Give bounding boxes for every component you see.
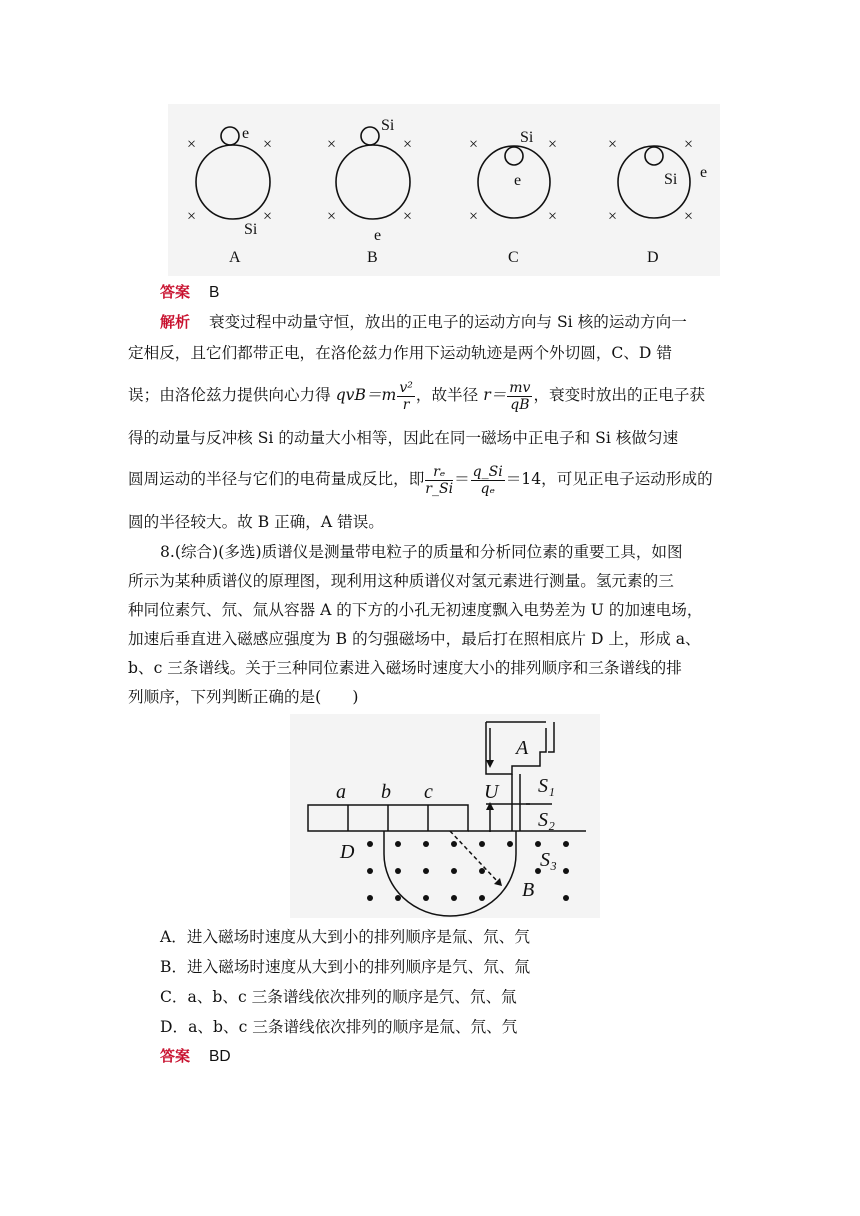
answer-value: BD xyxy=(208,1048,231,1065)
frac-qsi-over-qe xyxy=(471,464,505,497)
track-circle-large xyxy=(196,145,270,219)
panel-label-c: C xyxy=(508,249,519,266)
cross-mark: × xyxy=(548,208,558,225)
question-line-1: 8.(综合)(多选)质谱仪是测量带电粒子的质量和分析同位素的重要工具，如图 xyxy=(160,543,683,561)
analysis-text-3b: ，故半径 xyxy=(415,386,484,404)
label-small-d: Si xyxy=(664,171,678,188)
label-a: a xyxy=(336,781,346,803)
cross-mark: × xyxy=(187,208,197,225)
analysis-text-5b: ＝14，可见正电子运动形成的 xyxy=(505,470,713,488)
arrow-head-up xyxy=(486,802,494,810)
frac-den: r_Si xyxy=(425,480,454,497)
analysis-line-1 xyxy=(160,311,687,333)
answer-line-2 xyxy=(160,1045,231,1068)
label-big-b: e xyxy=(374,227,382,244)
frac-num: q_Si xyxy=(472,463,503,480)
label-big-c: e xyxy=(514,172,522,189)
cross-mark: × xyxy=(684,208,694,225)
label-small-a: e xyxy=(242,125,250,142)
cross-mark: × xyxy=(327,136,337,153)
eq-sign: ＝ xyxy=(454,470,470,488)
panel-label-b: B xyxy=(367,249,378,266)
trajectory xyxy=(384,831,516,916)
option-c: C．a、b、c 三条谱线依次排列的顺序是氕、氘、氚 xyxy=(160,988,517,1006)
question-line-5: b、c 三条谱线。关于三种同位素进入磁场时速度大小的排列顺序和三条谱线的排 xyxy=(128,659,682,677)
analysis-text-3a: 误；由洛伦兹力提供向心力得 xyxy=(128,386,336,404)
analysis-line-5 xyxy=(128,462,713,497)
frac-mv-over-qb xyxy=(507,380,532,413)
cross-mark: × xyxy=(608,208,618,225)
option-a: A．进入磁场时速度从大到小的排列顺序是氚、氘、氕 xyxy=(160,928,530,946)
cross-mark: × xyxy=(327,208,337,225)
eq-radius: r＝ xyxy=(483,386,507,404)
frac-v2-over-r xyxy=(397,380,415,413)
figure-decay-tracks xyxy=(168,104,720,276)
frac-num: v² xyxy=(399,379,413,396)
analysis-line-2: 定相反，且它们都带正电，在洛伦兹力作用下运动轨迹是两个外切圆，C、D 错 xyxy=(128,344,672,362)
question-line-4: 加速后垂直进入磁感应强度为 B 的匀强磁场中，最后打在照相底片 D 上，形成 a、 xyxy=(128,630,701,648)
analysis-text-1: 衰变过程中动量守恒，放出的正电子的运动方向与 Si 核的运动方向一 xyxy=(208,313,687,331)
figure-mass-spectrometer xyxy=(290,714,600,918)
label-container-a: A xyxy=(516,737,529,759)
arrow-head-down xyxy=(486,760,494,768)
analysis-text-3c: ，衰变时放出的正电子获 xyxy=(533,386,705,404)
frac-den: qₑ xyxy=(480,480,495,497)
label-voltage-u: U xyxy=(484,781,499,803)
cross-mark: × xyxy=(263,208,273,225)
eq-force: qvB＝m xyxy=(335,386,397,404)
decay-tracks-svg xyxy=(168,104,720,276)
question-line-3: 种同位素氕、氘、氚从容器 A 的下方的小孔无初速度飘入电势差为 U 的加速电场， xyxy=(128,601,703,619)
cross-mark: × xyxy=(403,136,413,153)
frac-num: rₑ xyxy=(425,464,453,481)
dashed-trajectory xyxy=(450,831,498,882)
analysis-tag: 解析 xyxy=(160,313,191,331)
answer-tag: 答案 xyxy=(160,1047,191,1065)
label-plate-d: D xyxy=(340,841,355,863)
cross-mark: × xyxy=(187,136,197,153)
analysis-line-3 xyxy=(128,378,705,413)
label-c: c xyxy=(424,781,433,803)
panel-label-d: D xyxy=(647,249,659,266)
label-b: b xyxy=(381,781,391,803)
question-line-6: 列顺序，下列判断正确的是( ) xyxy=(128,688,359,706)
track-circle-small xyxy=(221,127,239,145)
track-circle-large xyxy=(618,146,690,218)
frac-den: qB xyxy=(510,396,530,413)
option-d: D．a、b、c 三条谱线依次排列的顺序是氚、氘、氕 xyxy=(160,1018,518,1036)
label-small-c: Si xyxy=(520,129,534,146)
track-circle-small xyxy=(361,127,379,145)
answer-line-1 xyxy=(160,281,219,304)
analysis-text-5a: 圆周运动的半径与它们的电荷量成反比，即 xyxy=(128,470,425,488)
analysis-line-4: 得的动量与反冲核 Si 的动量大小相等，因此在同一磁场中正电子和 Si 核做匀速 xyxy=(128,429,679,447)
analysis-line-6: 圆的半径较大。故 B 正确，A 错误。 xyxy=(128,513,384,531)
cross-mark: × xyxy=(684,136,694,153)
track-circle-small xyxy=(645,147,663,165)
cross-mark: × xyxy=(608,136,618,153)
frac-num: mv xyxy=(509,379,531,396)
cross-mark: × xyxy=(263,136,273,153)
cross-mark: × xyxy=(548,136,558,153)
track-circle-large xyxy=(336,145,410,219)
label-s3: S₃ xyxy=(540,849,557,871)
label-field-b: B xyxy=(522,879,535,901)
label-small-b: Si xyxy=(381,117,395,134)
label-big-d: e xyxy=(700,164,708,181)
answer-value: B xyxy=(208,284,220,301)
cross-mark: × xyxy=(469,208,479,225)
mass-spectrometer-svg xyxy=(290,714,600,918)
label-big-a: Si xyxy=(244,221,258,238)
frac-den: r xyxy=(402,396,410,413)
option-b: B．进入磁场时速度从大到小的排列顺序是氕、氘、氚 xyxy=(160,958,531,976)
label-s1: S₁ xyxy=(538,775,555,797)
cross-mark: × xyxy=(469,136,479,153)
track-circle-small xyxy=(505,147,523,165)
question-line-2: 所示为某种质谱仪的原理图，现利用这种质谱仪对氢元素进行测量。氢元素的三 xyxy=(128,572,674,590)
frac-re-over-rsi xyxy=(425,464,453,497)
cross-mark: × xyxy=(403,208,413,225)
label-s2: S₂ xyxy=(538,809,555,831)
answer-tag: 答案 xyxy=(160,283,191,301)
panel-label-a: A xyxy=(229,249,241,266)
